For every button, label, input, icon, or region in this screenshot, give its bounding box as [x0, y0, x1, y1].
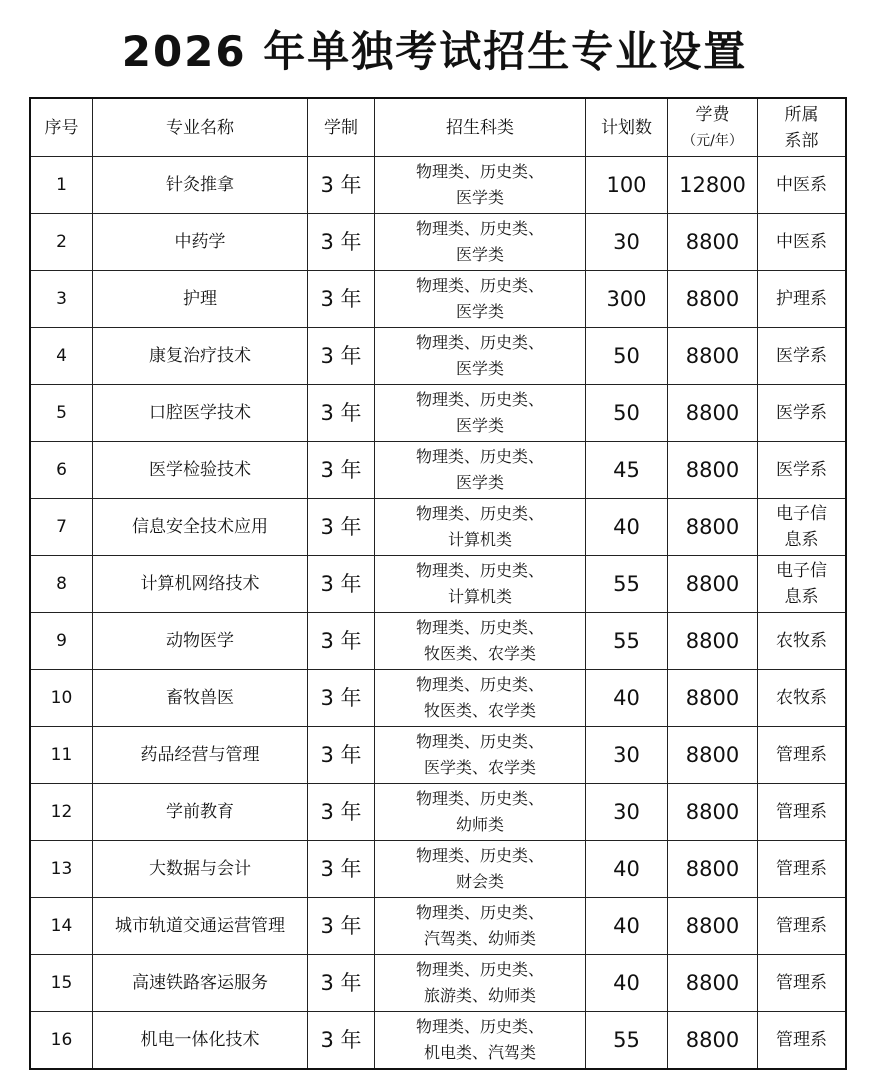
cell-fee: 8800 — [668, 784, 758, 841]
cell-years: 3 年 — [308, 784, 375, 841]
table-row — [30, 157, 846, 214]
cell-dept-line1: 管理系 — [776, 859, 827, 879]
table-row — [30, 1012, 846, 1070]
cell-category — [375, 328, 586, 385]
cell-index: 4 — [30, 328, 93, 385]
cell-fee: 8800 — [668, 955, 758, 1012]
cell-dept-line1: 护理系 — [776, 289, 827, 309]
cell-dept-line1: 电子信 — [776, 561, 827, 581]
cell-dept — [758, 214, 847, 271]
cell-dept-line1: 管理系 — [776, 745, 827, 765]
cell-category-line1: 物理类、历史类、 — [415, 219, 544, 238]
cell-name: 畜牧兽医 — [93, 670, 308, 727]
cell-dept — [758, 556, 847, 613]
cell-category-line2: 医学类 — [455, 302, 504, 321]
header-name: 专业名称 — [93, 98, 308, 157]
cell-fee: 8800 — [668, 328, 758, 385]
header-dept-line1: 所属 — [784, 104, 819, 125]
cell-index: 15 — [30, 955, 93, 1012]
cell-category-line2: 医学类、农学类 — [423, 758, 536, 777]
table-row — [30, 613, 846, 670]
table-row — [30, 328, 846, 385]
cell-dept — [758, 157, 847, 214]
cell-years: 3 年 — [308, 955, 375, 1012]
cell-plan: 30 — [586, 214, 668, 271]
cell-dept-line1: 医学系 — [776, 403, 827, 423]
header-years: 学制 — [308, 98, 375, 157]
header-fee-line1: 学费 — [695, 104, 730, 125]
cell-category-line2: 牧医类、农学类 — [423, 701, 536, 720]
cell-plan: 40 — [586, 841, 668, 898]
cell-dept-line1: 管理系 — [776, 916, 827, 936]
cell-dept — [758, 727, 847, 784]
cell-dept — [758, 955, 847, 1012]
table-row — [30, 442, 846, 499]
header-plan: 计划数 — [586, 98, 668, 157]
cell-category — [375, 442, 586, 499]
cell-fee: 8800 — [668, 385, 758, 442]
cell-category — [375, 214, 586, 271]
cell-category-line1: 物理类、历史类、 — [415, 960, 544, 979]
cell-years: 3 年 — [308, 442, 375, 499]
cell-index: 5 — [30, 385, 93, 442]
cell-plan: 30 — [586, 727, 668, 784]
cell-plan: 55 — [586, 556, 668, 613]
cell-plan: 40 — [586, 955, 668, 1012]
cell-fee: 8800 — [668, 271, 758, 328]
cell-fee: 8800 — [668, 1012, 758, 1070]
cell-category — [375, 157, 586, 214]
enrollment-table — [29, 97, 847, 1070]
header-dept — [758, 98, 847, 157]
cell-index: 9 — [30, 613, 93, 670]
cell-dept-line1: 中医系 — [776, 175, 827, 195]
cell-index: 3 — [30, 271, 93, 328]
cell-category-line2: 计算机类 — [447, 530, 512, 549]
table-header-row — [30, 98, 846, 157]
table-row — [30, 841, 846, 898]
cell-fee: 8800 — [668, 841, 758, 898]
cell-category-line1: 物理类、历史类、 — [415, 561, 544, 580]
cell-category — [375, 898, 586, 955]
cell-fee: 12800 — [668, 157, 758, 214]
cell-name: 药品经营与管理 — [93, 727, 308, 784]
cell-years: 3 年 — [308, 727, 375, 784]
cell-category-line1: 物理类、历史类、 — [415, 333, 544, 352]
cell-category-line1: 物理类、历史类、 — [415, 1017, 544, 1036]
cell-plan: 30 — [586, 784, 668, 841]
cell-index: 10 — [30, 670, 93, 727]
cell-dept-line1: 电子信 — [776, 504, 827, 524]
cell-name: 大数据与会计 — [93, 841, 308, 898]
table-row — [30, 556, 846, 613]
cell-category — [375, 727, 586, 784]
cell-years: 3 年 — [308, 613, 375, 670]
cell-category-line2: 医学类 — [455, 188, 504, 207]
cell-index: 8 — [30, 556, 93, 613]
cell-fee: 8800 — [668, 727, 758, 784]
cell-name: 针灸推拿 — [93, 157, 308, 214]
table-row — [30, 955, 846, 1012]
cell-plan: 300 — [586, 271, 668, 328]
cell-name: 信息安全技术应用 — [93, 499, 308, 556]
cell-category-line2: 财会类 — [455, 872, 504, 891]
cell-category — [375, 841, 586, 898]
cell-plan: 50 — [586, 328, 668, 385]
cell-plan: 50 — [586, 385, 668, 442]
cell-category-line2: 旅游类、幼师类 — [423, 986, 536, 1005]
header-dept-line2: 系部 — [784, 130, 819, 151]
cell-name: 机电一体化技术 — [93, 1012, 308, 1070]
cell-category-line1: 物理类、历史类、 — [415, 675, 544, 694]
cell-dept-line1: 农牧系 — [776, 688, 827, 708]
cell-fee: 8800 — [668, 898, 758, 955]
cell-category-line1: 物理类、历史类、 — [415, 789, 544, 808]
cell-dept-line1: 管理系 — [776, 1030, 827, 1050]
cell-dept-line1: 管理系 — [776, 973, 827, 993]
cell-category — [375, 1012, 586, 1070]
cell-dept — [758, 784, 847, 841]
cell-dept — [758, 385, 847, 442]
cell-years: 3 年 — [308, 556, 375, 613]
cell-name: 口腔医学技术 — [93, 385, 308, 442]
cell-category — [375, 613, 586, 670]
cell-name: 康复治疗技术 — [93, 328, 308, 385]
cell-index: 11 — [30, 727, 93, 784]
cell-dept-line1: 中医系 — [776, 232, 827, 252]
cell-years: 3 年 — [308, 271, 375, 328]
cell-index: 1 — [30, 157, 93, 214]
table-row — [30, 214, 846, 271]
cell-dept-line1: 农牧系 — [776, 631, 827, 651]
cell-years: 3 年 — [308, 499, 375, 556]
cell-name: 中药学 — [93, 214, 308, 271]
cell-category-line1: 物理类、历史类、 — [415, 276, 544, 295]
cell-plan: 100 — [586, 157, 668, 214]
cell-dept-line2: 息系 — [784, 587, 819, 607]
cell-fee: 8800 — [668, 556, 758, 613]
cell-index: 6 — [30, 442, 93, 499]
cell-category-line1: 物理类、历史类、 — [415, 390, 544, 409]
cell-category-line1: 物理类、历史类、 — [415, 618, 544, 637]
cell-category — [375, 784, 586, 841]
cell-plan: 40 — [586, 499, 668, 556]
header-category: 招生科类 — [375, 98, 586, 157]
cell-category-line2: 医学类 — [455, 245, 504, 264]
cell-name: 计算机网络技术 — [93, 556, 308, 613]
cell-category — [375, 271, 586, 328]
table-row — [30, 271, 846, 328]
cell-category — [375, 556, 586, 613]
cell-dept — [758, 670, 847, 727]
cell-name: 城市轨道交通运营管理 — [93, 898, 308, 955]
cell-years: 3 年 — [308, 214, 375, 271]
page-title: 2026 年单独考试招生专业设置 — [121, 27, 748, 76]
cell-dept — [758, 1012, 847, 1070]
cell-category-line2: 医学类 — [455, 416, 504, 435]
cell-years: 3 年 — [308, 328, 375, 385]
cell-category-line2: 牧医类、农学类 — [423, 644, 536, 663]
cell-category-line1: 物理类、历史类、 — [415, 732, 544, 751]
cell-years: 3 年 — [308, 385, 375, 442]
cell-category — [375, 499, 586, 556]
table-row — [30, 784, 846, 841]
cell-index: 13 — [30, 841, 93, 898]
cell-category-line2: 汽驾类、幼师类 — [423, 929, 536, 948]
table-row — [30, 898, 846, 955]
cell-category — [375, 955, 586, 1012]
cell-dept — [758, 442, 847, 499]
cell-name: 动物医学 — [93, 613, 308, 670]
cell-name: 学前教育 — [93, 784, 308, 841]
cell-index: 2 — [30, 214, 93, 271]
cell-category-line1: 物理类、历史类、 — [415, 447, 544, 466]
cell-index: 14 — [30, 898, 93, 955]
cell-category-line1: 物理类、历史类、 — [415, 162, 544, 181]
cell-dept — [758, 841, 847, 898]
cell-name: 高速铁路客运服务 — [93, 955, 308, 1012]
cell-category-line2: 计算机类 — [447, 587, 512, 606]
cell-dept-line1: 医学系 — [776, 460, 827, 480]
cell-plan: 55 — [586, 1012, 668, 1070]
cell-years: 3 年 — [308, 1012, 375, 1070]
cell-years: 3 年 — [308, 841, 375, 898]
cell-years: 3 年 — [308, 157, 375, 214]
cell-category-line2: 医学类 — [455, 473, 504, 492]
cell-dept — [758, 328, 847, 385]
header-fee — [668, 98, 758, 157]
cell-dept — [758, 613, 847, 670]
cell-years: 3 年 — [308, 670, 375, 727]
table-row — [30, 670, 846, 727]
cell-category-line1: 物理类、历史类、 — [415, 903, 544, 922]
cell-fee: 8800 — [668, 442, 758, 499]
cell-dept-line1: 医学系 — [776, 346, 827, 366]
cell-dept — [758, 499, 847, 556]
cell-index: 16 — [30, 1012, 93, 1070]
cell-plan: 40 — [586, 898, 668, 955]
table-row — [30, 385, 846, 442]
cell-name: 护理 — [93, 271, 308, 328]
header-fee-line2: （元/年） — [682, 132, 743, 149]
table-row — [30, 727, 846, 784]
table-body — [30, 157, 846, 1070]
cell-category — [375, 385, 586, 442]
cell-category — [375, 670, 586, 727]
cell-fee: 8800 — [668, 613, 758, 670]
cell-fee: 8800 — [668, 214, 758, 271]
cell-dept — [758, 898, 847, 955]
cell-fee: 8800 — [668, 499, 758, 556]
cell-fee: 8800 — [668, 670, 758, 727]
cell-dept-line2: 息系 — [784, 530, 819, 550]
cell-dept — [758, 271, 847, 328]
header-index: 序号 — [30, 98, 93, 157]
cell-name: 医学检验技术 — [93, 442, 308, 499]
cell-category-line2: 幼师类 — [455, 815, 504, 834]
cell-category-line2: 机电类、汽驾类 — [423, 1043, 536, 1062]
cell-index: 7 — [30, 499, 93, 556]
cell-category-line1: 物理类、历史类、 — [415, 504, 544, 523]
cell-dept-line1: 管理系 — [776, 802, 827, 822]
cell-plan: 55 — [586, 613, 668, 670]
cell-plan: 40 — [586, 670, 668, 727]
cell-plan: 45 — [586, 442, 668, 499]
cell-years: 3 年 — [308, 898, 375, 955]
cell-index: 12 — [30, 784, 93, 841]
cell-category-line2: 医学类 — [455, 359, 504, 378]
cell-category-line1: 物理类、历史类、 — [415, 846, 544, 865]
table-row — [30, 499, 846, 556]
